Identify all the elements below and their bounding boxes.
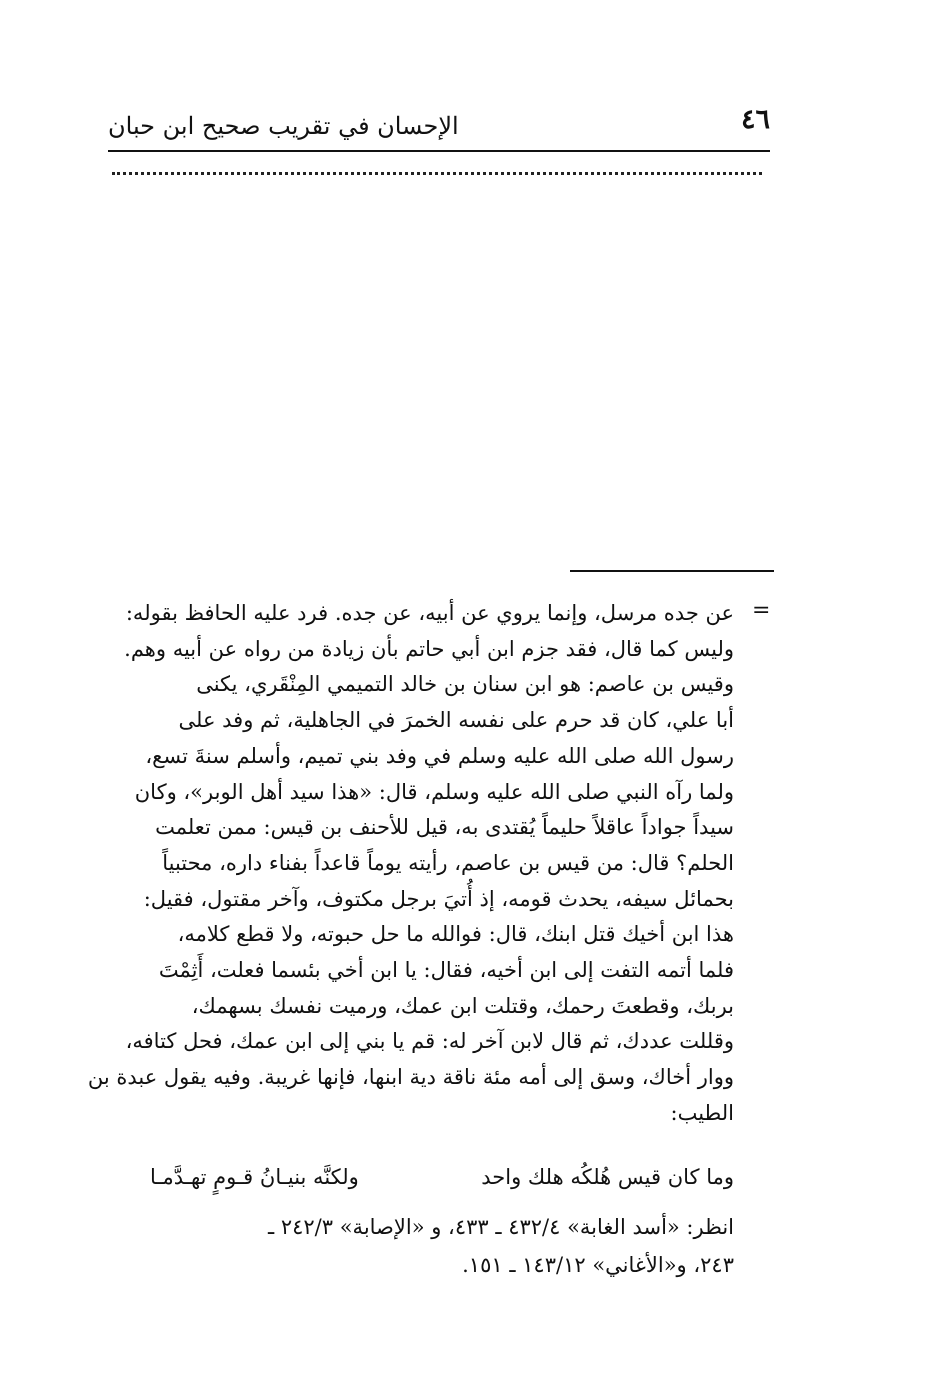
page-number: ٤٦ — [740, 104, 770, 135]
page-header — [108, 98, 770, 148]
footnote-line: ولما رآه النبي صلى الله عليه وسلم، قال: «هذا سيد أهل الوبر»، وكان — [134, 779, 734, 804]
footnote-line: وليس كما قال، فقد جزم ابن أبي حاتم بأن زيادة من رواه عن أبيه وهم. — [124, 636, 734, 661]
poetry-verse — [150, 1162, 734, 1192]
reference-line: انظر: «أسد الغابة» ٤٣٢/٤ ـ ٤٣٣، و «الإصابة» ٢٤٢/٣ ـ — [268, 1215, 734, 1239]
footnote-line: رسول الله صلى الله عليه وسلم في وفد بني تميم، وأسلم سنةَ تسع، — [145, 743, 734, 768]
verse-second-hemistich: ولكنَّه بنيـانُ قـومٍ تهـدَّمـا — [150, 1165, 359, 1189]
footnote-line: الطيب: — [670, 1100, 734, 1125]
verse-first-hemistich: وما كان قيس هُلكُه هلك واحد — [481, 1165, 734, 1189]
footnote-line: هذا ابن أخيك قتل ابنك، قال: فوالله ما حل حبوته، ولا قطع كلامه، — [177, 922, 734, 947]
footnote-separator — [570, 570, 774, 572]
footnote-line: الحلم؟ قال: من قيس بن عاصم، رأيته يوماً قاعداً بفناء داره، محتبياً — [162, 850, 734, 875]
dotted-separator — [112, 172, 762, 175]
footnote-line: بحمائل سيفه، يحدث قومه، إذ أُتيَ برجل مكتوف، وآخر مقتول، فقيل: — [143, 886, 734, 911]
footnote-line: وقيس بن عاصم: هو ابن سنان بن خالد التميمي المِنْقَري، يكنى — [196, 672, 734, 697]
header-rule — [108, 150, 770, 152]
reference-line: ٢٤٣، و«الأغاني» ١٤٣/١٢ ـ ١٥١. — [462, 1253, 734, 1277]
footnote-line: سيداً جواداً عاقلاً حليماً يُقتدى به، قيل للأحنف بن قيس: ممن تعلمت — [155, 815, 734, 840]
footnote-line: أبا علي، كان قد حرم على نفسه الخمرَ في الجاهلية، ثم وفد على — [178, 708, 734, 733]
footnote-continuation-mark: = — [752, 598, 771, 623]
footnote-body — [87, 596, 734, 1132]
running-title: الإحسان في تقريب صحيح ابن حبان — [108, 112, 459, 140]
footnote-line: فلما أتمه التفت إلى ابن أخيه، فقال: يا ابن أخي بئسما فعلت، أَثِمْتَ — [158, 958, 734, 983]
source-reference — [110, 1208, 734, 1284]
footnote-line: بربك، وقطعتَ رحمك، وقتلت ابن عمك، ورميت نفسك بسهمك، — [191, 993, 734, 1018]
footnote-line: وقللت عددك، ثم قال لابن آخر له: قم يا بني إلى ابن عمك، فحل كتافه، — [125, 1029, 734, 1054]
footnote-line: عن جده مرسل، وإنما يروي عن أبيه، عن جده. فرد عليه الحافظ بقوله: — [125, 601, 734, 625]
footnote-line: ووار أخاك، وسق إلى أمه مئة ناقة دية ابنها، فإنها غريبة. وفيه يقول عبدة بن — [87, 1065, 734, 1090]
